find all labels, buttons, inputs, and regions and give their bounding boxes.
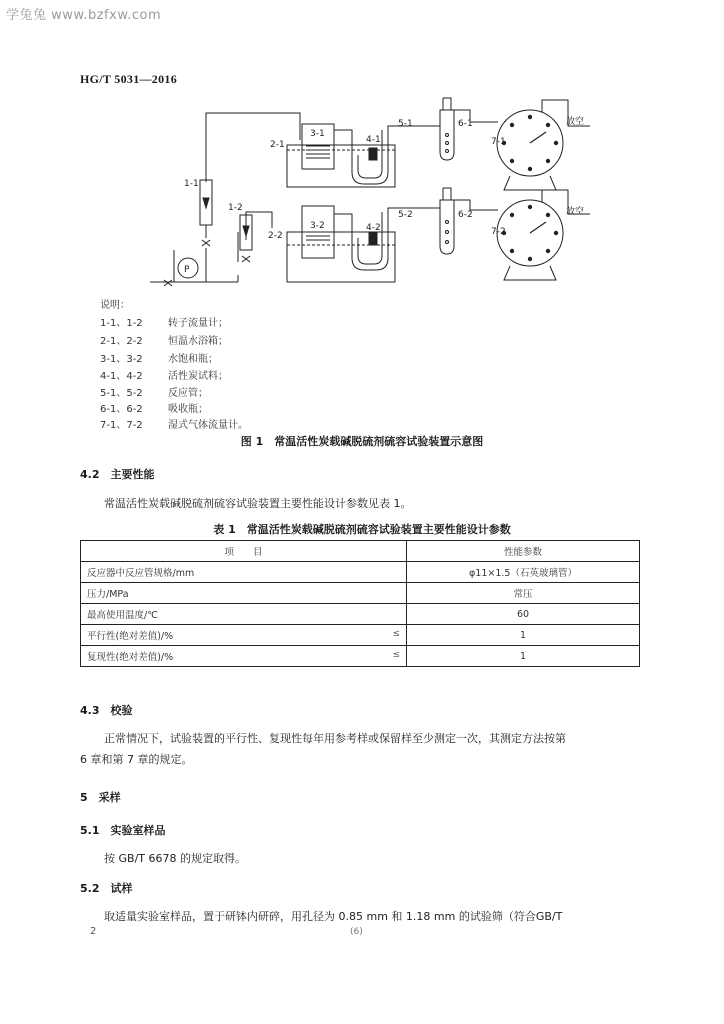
table-row — [81, 562, 640, 583]
table-cell-item: 最高使用温度/℃ — [81, 604, 407, 625]
section-5-1-text: 按 GB/T 6678 的规定取得。 — [104, 852, 246, 865]
section-5-2-text: 取适量实验室样品，置于研钵内研碎，用孔径为 0.85 mm 和 1.18 mm 的试验筛（符合GB/T — [104, 910, 563, 923]
gas-line-branch-1 — [206, 113, 300, 282]
table-cell-item: 反应器中反应管规格/mm — [81, 562, 407, 583]
label-3-1: 3-1 — [310, 129, 325, 139]
leq-symbol: ≤ — [392, 629, 400, 639]
label-2-2: 2-2 — [268, 231, 283, 241]
table-row — [81, 604, 640, 625]
table-cell-item: 平行性(绝对差值)/% ≤ — [81, 625, 407, 646]
page-number: 2 — [90, 926, 97, 937]
legend-item: 1-1、1-2 转子流量计； — [100, 318, 228, 329]
gas-line-main — [150, 232, 238, 282]
reaction-tube-5-2 — [352, 208, 440, 270]
carbon-sample-4-1 — [369, 148, 377, 160]
section-5-1-heading: 5.1 实验室样品 — [80, 824, 166, 837]
table-header-value: 性能参数 — [407, 541, 640, 562]
table-cell-item: 压力/MPa — [81, 583, 407, 604]
label-6-1: 6-1 — [458, 119, 473, 129]
water-bath-2-1 — [287, 145, 395, 187]
legend-item: 4-1、4-2 活性炭试料； — [100, 371, 228, 382]
table-cell-value: 常压 — [407, 583, 640, 604]
table-cell-value: 1 — [407, 625, 640, 646]
table-cell-value: 1 — [407, 646, 640, 667]
label-7-1: 7-1 — [491, 137, 506, 147]
parameters-table — [80, 540, 640, 667]
label-1-2: 1-2 — [228, 203, 243, 213]
label-1-1: 1-1 — [184, 179, 199, 189]
label-pump: P — [184, 265, 190, 275]
legend-item: 2-1、2-2 恒温水浴箱； — [100, 336, 228, 347]
label-5-1: 5-1 — [398, 119, 413, 129]
legend-title: 说明： — [100, 300, 130, 311]
table-cell-item: 复现性(绝对差值)/% ≤ — [81, 646, 407, 667]
label-vent-1: 放空 — [566, 117, 585, 127]
watermark: 学兔兔 www.bzfxw.com — [6, 8, 162, 23]
section-4-2-heading: 4.2 主要性能 — [80, 468, 155, 481]
section-4-3-text-line1: 正常情况下，试验装置的平行性、复现性每年用参考样或保留样至少测定一次，其测定方法按第 — [104, 732, 566, 745]
label-vent-2: 放空 — [566, 207, 585, 217]
table-row — [81, 646, 640, 667]
label-5-2: 5-2 — [398, 210, 413, 220]
leq-symbol: ≤ — [392, 650, 400, 660]
table-cell-value: 60 — [407, 604, 640, 625]
label-2-1: 2-1 — [270, 140, 285, 150]
table-row — [81, 583, 640, 604]
table-row — [81, 625, 640, 646]
section-4-3-text-line2: 6 章和第 7 章的规定。 — [80, 753, 193, 766]
carbon-sample-4-2 — [369, 233, 377, 245]
label-7-2: 7-2 — [491, 227, 506, 237]
standard-number: HG/T 5031—2016 — [80, 72, 177, 86]
table-cell-value: φ11×1.5（石英玻璃管） — [407, 562, 640, 583]
legend-item: 7-1、7-2 湿式气体流量计。 — [100, 420, 248, 431]
label-6-2: 6-2 — [458, 210, 473, 220]
table-caption: 表 1 常温活性炭载碱脱硫剂硫容试验装置主要性能设计参数 — [213, 523, 511, 536]
section-4-3-heading: 4.3 校验 — [80, 704, 133, 717]
figure-caption: 图 1 常温活性炭载碱脱硫剂硫容试验装置示意图 — [240, 435, 484, 448]
apparatus-diagram — [0, 0, 724, 300]
label-4-1: 4-1 — [366, 135, 381, 145]
section-5-heading: 5 采样 — [80, 791, 121, 804]
legend-item: 5-1、5-2 反应管； — [100, 388, 208, 399]
absorption-bottle-6-2 — [440, 200, 454, 254]
table-header-row — [81, 541, 640, 562]
section-5-2-heading: 5.2 试样 — [80, 882, 133, 895]
section-4-2-text: 常温活性炭载碱脱硫剂硫容试验装置主要性能设计参数见表 1。 — [104, 497, 412, 510]
footer-mark: (6) — [350, 927, 363, 937]
label-4-2: 4-2 — [366, 223, 381, 233]
legend-item: 3-1、3-2 水饱和瓶； — [100, 354, 218, 365]
label-3-2: 3-2 — [310, 221, 325, 231]
legend-item: 6-1、6-2 吸收瓶； — [100, 404, 208, 415]
table-header-item: 项 目 — [81, 541, 407, 562]
water-bath-2-2 — [287, 232, 395, 282]
